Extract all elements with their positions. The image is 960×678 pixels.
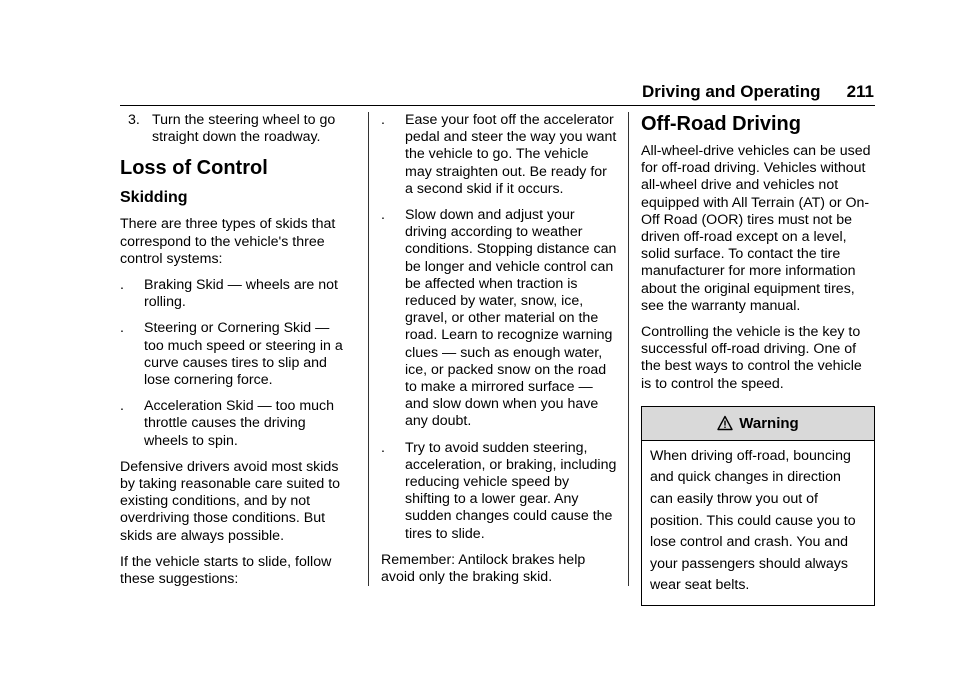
step-number: 3.: [128, 112, 140, 128]
list-item: [381, 112, 617, 198]
column-1: [120, 112, 352, 597]
warning-icon: [717, 415, 733, 431]
list-item-text: Acceleration Skid — too much throttle causes the driving wheels to spin.: [144, 398, 335, 449]
list-item-text: Steering or Cornering Skid — too much speed or steering in a curve causes tires to slip and lose cornering force.: [144, 320, 343, 389]
list-item-text: Braking Skid — wheels are not rolling.: [144, 277, 338, 311]
intro-paragraph: There are three types of skids that correspond to the vehicle's three control systems:: [120, 216, 336, 267]
list-item-text: Slow down and adjust your driving according to weather conditions. Stopping distance can be longer and vehicle control can be affected when traction is reduced by water, snow, ice, gravel, or other material on the road. Learn to recognize warning clues — such as enough water, ice, or packed snow on the road to make a mirrored surface — and slow down when you have any doubt.: [405, 207, 617, 430]
step-text: Turn the steering wheel to go straight down the roadway.: [152, 112, 336, 146]
warning-box: [641, 406, 875, 606]
bullet-mark: .: [381, 112, 385, 128]
paragraph: Defensive drivers avoid most skids by taking reasonable care suited to existing conditions, and by not overdriving those conditions. But skids are always possible.: [120, 458, 341, 544]
heading-loss-of-control: Loss of Control: [120, 157, 268, 180]
numbered-step: [120, 112, 352, 146]
heading-off-road-driving: Off-Road Driving: [641, 113, 801, 135]
page-number: 211: [846, 82, 874, 101]
bullet-mark: .: [120, 398, 124, 415]
list-item: [120, 398, 352, 450]
paragraph: Remember: Antilock brakes help avoid only the braking skid.: [381, 551, 586, 586]
column-divider: [628, 112, 629, 586]
column-2: [381, 112, 617, 595]
paragraph: Controlling the vehicle is the key to successful off-road driving. One of the best ways to control the vehicle is to control the speed.: [641, 324, 862, 392]
warning-body: When driving off-road, bouncing and quick changes in direction can easily throw you out of position. This could cause you to lose control and crash. You and your passengers should always wear seat belts.: [650, 447, 856, 594]
list-item: [120, 320, 352, 389]
bullet-mark: .: [120, 277, 124, 294]
list-item: [381, 440, 617, 543]
list-item-text: Ease your foot off the accelerator pedal and steer the way you want the vehicle to go. The vehicle may straighten out. Be ready for a second skid if it occurs.: [405, 112, 617, 197]
page-header: [642, 82, 874, 102]
list-item: [120, 277, 352, 311]
section-title: Driving and Operating: [642, 82, 821, 101]
list-item-text: Try to avoid sudden steering, acceleration, or braking, including reducing vehicle speed by shifting to a lower gear. Any sudden changes could cause the tires to slide.: [405, 439, 617, 542]
paragraph: If the vehicle starts to slide, follow these suggestions:: [120, 553, 332, 588]
warning-header: [642, 407, 874, 441]
paragraph: All-wheel-drive vehicles can be used for off-road driving. Vehicles without all-wheel drive and vehicles not equipped with All Terrain (AT) or On-Off Road (OOR) tires must not be driven off-road except on a level, solid surface. To contact the tire manufacturer for more information about the original equipment tires, see the warranty manual.: [641, 143, 871, 314]
column-divider: [368, 112, 369, 586]
warning-title: Warning: [739, 414, 799, 432]
bullet-mark: .: [381, 207, 385, 224]
header-rule: [120, 105, 875, 106]
list-item: [381, 207, 617, 431]
column-3: [641, 112, 875, 606]
bullet-mark: .: [120, 320, 124, 337]
bullet-mark: .: [381, 439, 385, 456]
subheading-skidding: Skidding: [120, 189, 188, 207]
